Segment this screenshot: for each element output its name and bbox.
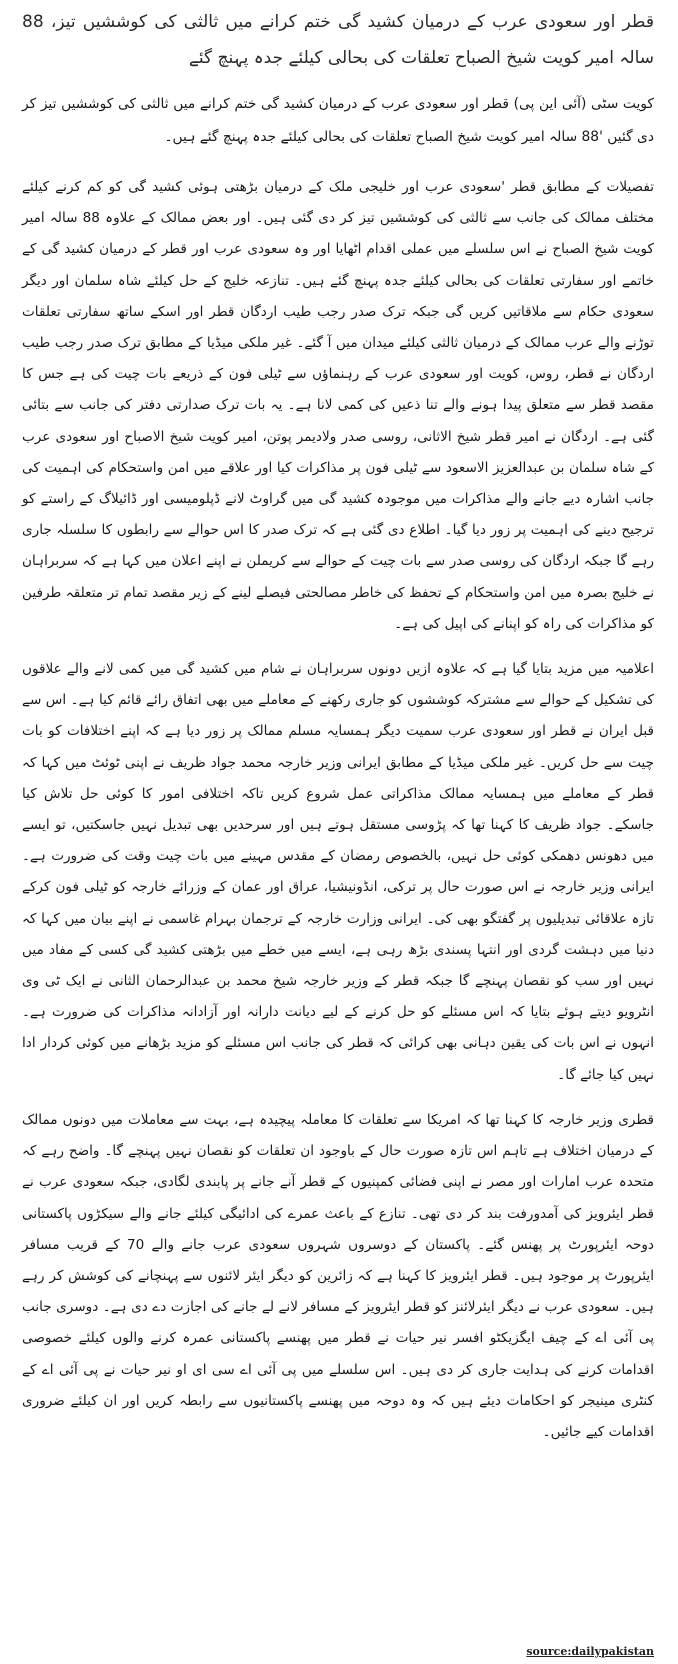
source-credit: source:dailypakistan	[526, 1645, 654, 1658]
article-paragraph-2: تفصیلات کے مطابق قطر 'سعودی عرب اور خلیجی ملک کے درمیان بڑھتی ہوئی کشید گی کو کم کرنے کیلئے مختلف ممالک کی جانب سے ثالثی کی کوششیں تیز کر دی گئی ہیں۔ اور بعض ممالک کے علاوہ 88 سالہ امیر کویت شیخ الصباح نے اس سلسلے میں عملی اقدام اٹھایا اور وہ سعودی عرب اور قطر کے درمیان کشید گی کے خاتمے اور سفارتی تعلقات کی بحالی کیلئے جدہ پہنچ گئے ہیں۔ تنازعہ خلیج کے حل کیلئے شاہ سلمان اور دیگر سعودی حکام سے ملاقاتیں کریں گی جبکہ ترک صدر رجب طیب اردگان قطر اور اسکے ساتھ سفارتی تعلقات توڑنے والے عرب ممالک کے درمیان ثالثی کیلئے میدان میں آ گئے۔ غیر ملکی میڈیا کے مطابق ترک صدر رجب طیب اردگان نے قطر، روس، کویت اور سعودی عرب کے رہنماؤں سے ٹیلی فون کے ذریعے بات چیت کی ہے جس کا مقصد قطر سے متعلق پیدا ہونے والے تنا ذعیں کی کمی لانا ہے۔ یہ بات ترک صدارتی دفتر کی جانب سے بتائی گئی ہے۔ اردگان نے امیر قطر شیخ الاثانی، روسی صدر ولادیمر پوتن، امیر کویت شیخ الاصباح اور سعودی عرب کے شاہ سلمان بن عبدالعزیز الاسعود سے ٹیلی فون پر مذاکرات کیا اور علاقے میں امن واستحکام کی اہمیت کی جانب اشارہ دیے جانے والے مذاکرات میں موجودہ کشید گی میں گراوٹ لانے ڈپلومیسی اور ڈائیلاگ کے راستے کو ترجیح دینے کی اہمیت پر زور دیا گیا۔ اطلاع دی گئی ہے کہ ترک صدر کا اس حوالے سے رابطوں کا سلسلہ جاری رہے گا جبکہ اردگان کی روسی صدر سے بات چیت کے حوالے سے کریملن نے اپنے اعلان میں کہا ہے کہ سربراہان نے خلیج بصرہ میں امن واستحکام کے تحفظ کی خاطر مصالحتی فیصلے لینے کے زیر مقصد تمام تر متعلقہ طرفین کو مذاکرات کی راہ کو اپنانے کی اپیل کی ہے۔	[22, 179, 654, 632]
article-paragraph-1: کویت سٹی (آئی این پی) قطر اور سعودی عرب کے درمیان کشید گی ختم کرانے میں ثالثی کی کوششیں تیز کر دی گئیں '88 سالہ امیر کویت شیخ الصباح تعلقات کی بحالی کیلئے جدہ پہنچ گئے ہیں۔	[22, 96, 654, 145]
article-headline: قطر اور سعودی عرب کے درمیان کشید گی ختم کرانے میں ثالثی کی کوششیں تیز، 88 سالہ امیر کویت شیخ الصباح تعلقات کی بحالی کیلئے جدہ پہنچ گئے	[22, 12, 654, 68]
article-paragraph-3: اعلامیہ میں مزید بتایا گیا ہے کہ علاوہ ازیں دونوں سربراہان نے شام میں کشید گی میں کمی لانے والے علاقوں کی تشکیل کے حوالے سے مشترکہ کوششوں کو جاری رکھنے کے معاملے میں بھی اتفاق رائے قائم کیا ہے۔ اس سے قبل ایران نے قطر اور سعودی عرب سمیت دیگر ہمسایہ مسلم ممالک پر زور دیا ہے کہ اپنے اختلافات کو بات چیت سے حل کریں۔ غیر ملکی میڈیا کے مطابق ایرانی وزیر خارجہ محمد جواد ظریف نے اپنی ٹوئٹ میں کہا کہ قطر کے معاملے میں ہمسایہ ممالک مذاکراتی عمل شروع کریں تاکہ اختلافی امور کا کوئی حل تلاش کیا جاسکے۔ جواد ظریف کا کہنا تھا کہ پڑوسی مستقل ہوتے ہیں اور سرحدیں بھی تبدیل نہیں جاسکتیں، تو ایسے میں دھونس دھمکی کوئی حل نہیں، بالخصوص رمضان کے مقدس مہینے میں بات چیت وقت کی ضرورت ہے۔ ایرانی وزیر خارجہ نے اس صورت حال پر ترکی، انڈونیشیا، عراق اور عمان کے وزرائے خارجہ کو ٹیلی فون کرکے تازہ علاقائی تبدیلیوں پر گفتگو بھی کی۔ ایرانی وزارت خارجہ کے ترجمان بہرام غاسمی نے اپنے بیان میں کہا کہ دنیا میں دہشت گردی اور انتہا پسندی بڑھ رہی ہے، ایسے میں خطے میں بڑھتی کشید گی کسی کے مفاد میں نہیں اور سب کو نقصان پہنچے گا جبکہ قطر کے وزیر خارجہ شیخ محمد بن عبدالرحمان الثانی نے ایک ٹی وی انٹرویو دیتے ہوئے بتایا کہ اس مسئلے کو حل کرنے کے لیے دیانت دارانہ اور آزادانہ مذاکرات کی ضرورت ہے۔ انہوں نے اس بات کی یقین دہانی بھی کرائی کہ قطر کی جانب اس مسئلے کو مزید بڑھانے میں کوئی کردار ادا نہیں کیا جائے گا۔	[22, 661, 654, 1083]
article-paragraph-4: قطری وزیر خارجہ کا کہنا تھا کہ امریکا سے تعلقات کا معاملہ پیچیدہ ہے، بہت سے معاملات میں دونوں ممالک کے درمیان اختلاف ہے تاہم اس تازہ صورت حال کے باوجود ان تعلقات کو نقصان نہیں پہنچے گا۔ واضح رہے کہ متحدہ عرب امارات اور مصر نے اپنی فضائی کمپنیوں کے قطر آنے جانے پر پابندی لگادی، جبکہ سعودی عرب نے قطر ایئرویز کی آمدورفت بند کر دی تھی۔ تنازع کے باعث عمرے کی ادائیگی کیلئے جانے والے سیکڑوں پاکستانی دوحہ ایئرپورٹ پر پھنس گئے۔ پاکستان کے دوسروں شہروں سعودی عرب جانے والے 70 کے قریب مسافر ایئرپورٹ پر موجود ہیں۔ قطر ایئرویز کا کہنا ہے کہ زائرین کو دیگر ایئر لائنوں سے پہنچانے کی کوشش کر رہے ہیں۔ سعودی عرب نے دیگر ایئرلائنز کو قطر ایئرویز کے مسافر لانے لے جانے کی اجازت دے دی ہے۔ دوسری جانب پی آئی اے کے چیف ایگزیکٹو افسر نیر حیات نے قطر میں پھنسے پاکستانی عمرہ کرنے والوں کیلئے خصوصی اقدامات کرنے کی ہدایت جاری کر دی ہیں۔ اس سلسلے میں پی آئی اے سی ای او نیر حیات نے پی آئی اے کے کنٹری مینیجر کو احکامات دیئے ہیں کہ وہ دوحہ میں پھنسے پاکستانیوں سے رابطہ کریں اور ان کیلئے ضروری اقدامات کیے جائیں۔	[22, 1111, 654, 1440]
